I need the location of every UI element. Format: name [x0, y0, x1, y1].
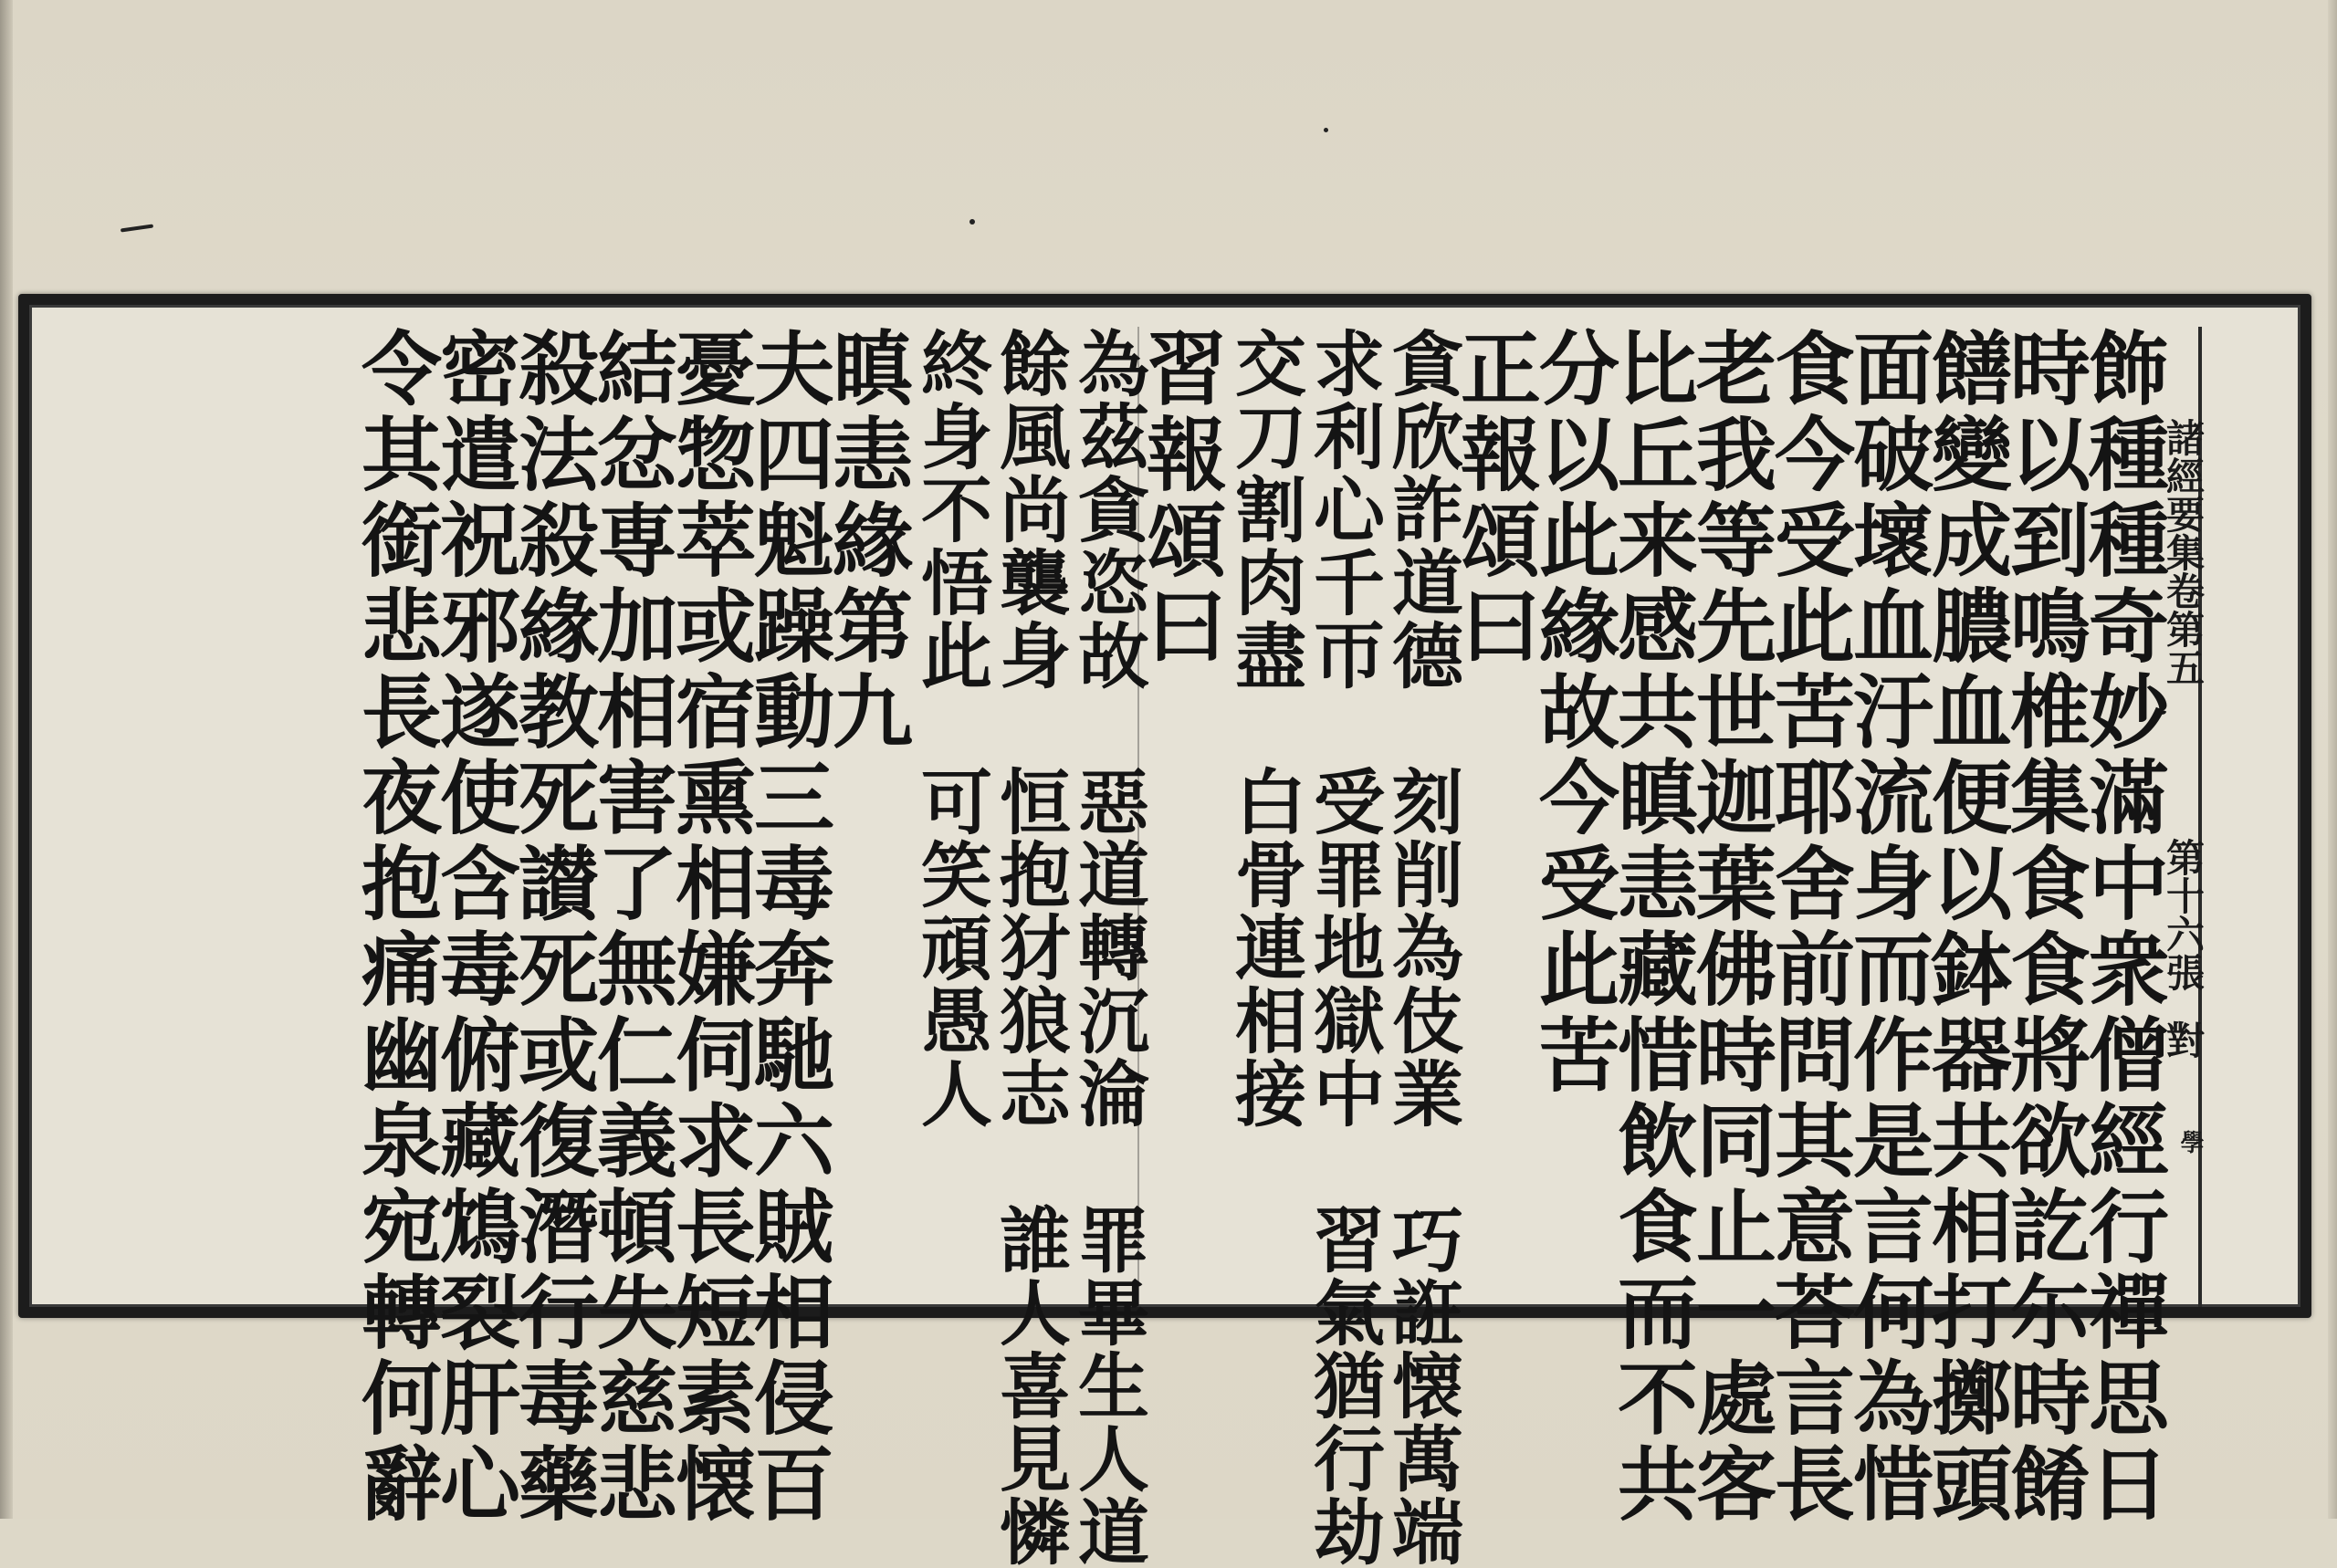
text-column: 飾種種奇妙滿中衆僧經行禪思日 [2076, 327, 2171, 1528]
margin-title: 諸經要集卷第五 [2161, 418, 2206, 686]
woodblock-print-area [18, 294, 2311, 1568]
text-column: 老我等先世迦葉佛時同止一處客 [1683, 327, 1778, 1528]
page-binding-edge [0, 0, 13, 1519]
text-column: 瞋恚緣第九 [820, 327, 915, 756]
text-column: 密遣祝邪遂使含毒俯藏鴆裂肝心 [427, 327, 522, 1528]
ink-speck [1324, 128, 1328, 132]
ink-speck [969, 219, 975, 225]
margin-small-mark: 學 [2176, 1130, 2204, 1154]
text-column: 比丘来感共瞋恚藏惜飲食而不共 [1605, 327, 1700, 1528]
text-column: 終身不悟此 可笑頑愚人 [909, 327, 992, 1130]
text-column: 食今受此苦耶舍前問其意荅言長 [1762, 327, 1857, 1528]
text-column: 貪欣詐道德 刻削為伎業 巧誑懐萬端 [1380, 327, 1463, 1568]
text-column: 求利心千帀 受罪地獄中 習氣猶行劫 [1302, 327, 1385, 1568]
margin-leaf-number: 第十六張 [2161, 838, 2206, 991]
text-column: 分以此緣故今受此苦 [1526, 327, 1621, 1099]
text-column: 正報頌曰 [1448, 327, 1543, 670]
text-column: 時以到鳴椎集食食將欲訖尓時餚 [1997, 327, 2092, 1528]
text-column: 令其銜悲長夜抱痛幽泉宛轉何辭 [349, 327, 444, 1528]
text-column: 夫四魁躁動三毒奔馳六賊相侵百 [741, 327, 836, 1528]
text-column: 面破壞血汙流身而作是言何為惜 [1840, 327, 1935, 1528]
text-column: 餘風尚襲身 恒抱犲狼志 誰人喜見憐 [988, 327, 1071, 1568]
page-right-edge [2328, 0, 2337, 1519]
text-column: 殺法殺緣教死讃死或復潛行毒藥 [506, 327, 601, 1528]
text-column: 習報頌曰 [1134, 327, 1229, 670]
margin-mark: 對 [2161, 1020, 2206, 1059]
text-columns [62, 327, 2280, 1568]
ink-speck [121, 225, 153, 233]
text-column: 交刀割肉盡 白骨連相接 [1223, 327, 1306, 1130]
text-column: 憂惣萃或宿熏相嫌伺求長短素懐 [663, 327, 758, 1528]
text-column: 為茲貪恣故 惡道轉沉淪 罪畢生人道 [1066, 327, 1149, 1568]
text-column: 結忿専加相害了無仁義頓失慈悲 [584, 327, 679, 1528]
text-column: 饍變成膿血便以鉢器共相打擲頭 [1919, 327, 2014, 1528]
